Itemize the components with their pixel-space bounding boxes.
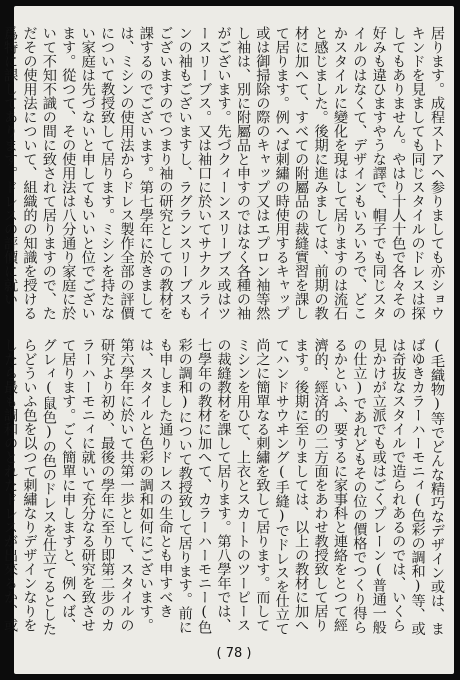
- paragraph: (毛織物)等でどんな精巧なデザイン或は、まばゆきカラーハーモニィ(色彩の調和)等、或は奇抜なスタイルで造られあるのでは、いくら見かけが立派でも或はごくプレーン(普通一般の仕立)であれどもその位の價格でつくり得らるかといふ、要するに家事科と連絡をとつて經濟的、經済的の二方面をあわせ教授致して居ります。後期に至りましては、以上の教材に加へてハンドサウヰング(手縫)でドレスを仕立て尚之に簡單なる刺繡を致して居ります。而してミシンを用ひて、上衣とスカートのツーピースの裁縫教材を課して居ります。第八學年では、七學年の教材に加へて、カラーハーモニー(色彩の調和)について教授致して居ります。前にも申しました通りドレスの生命とも申すべきは、スタイルと色彩の調和如何にございます。第六學年に於いて共第一歩として、スタイルの研究より初め、最後の學年に至り即第二步のカラーハーモニィに就いて充分なる研究を致させて居ります。ごく簡單に申しますと、例へば、グレィ(鼠色)の色のドレスを仕立てるとしたらどういふ色を以つて刺繡なりデザインなりをしたら最も調和のとれたドレスが出來るか、或: [2, 338, 445, 636]
- book-page: [2, 6, 454, 674]
- lower-text-block: [2, 338, 446, 638]
- paragraph: 居ります。成程ストアヘ参りましても亦ショウキンドを見ましても同じスタイルのドレスは探してもありません。やはり十人十色で各々その好みも違ひますやうな譯で、帽子でも同じスタイルのはなくて、デザインもいろいろで、どこかスタイルに變化を現はして居りますのは流石と感じました。後期に進みましては、前期の教材に加へて、すべての附屬品の裁縫實習を課して居ります。例へば刺繡の時使用するキャップ或は御掃除の際のキャップ又はエプロン袖等然し袖は、別に附屬品と申すのではなく各種の袖がございます。先づクィーンスリーブス或はツースリーブス。又は袖口に於いてサナクルラインの袖もございますし、ラグランスリーブスもございますのでつまり袖の研究としての教材を課するのでございます。第七學年に於きましては、ミシンの使用法からドレス製作全部の評價について教授致して居ります。ミシンを持たない家庭は先づないと申してもいいと位でございます。從つて、その使用法は八分通り家庭に於いて不知不識の間に致されて居りますので、ただその使用法について、組織的の知識を授ける爲特に課してあります。ドレスの評價に就い: [2, 26, 445, 320]
- page-number: ( 78 ): [216, 646, 252, 661]
- upper-text-block: [2, 26, 446, 326]
